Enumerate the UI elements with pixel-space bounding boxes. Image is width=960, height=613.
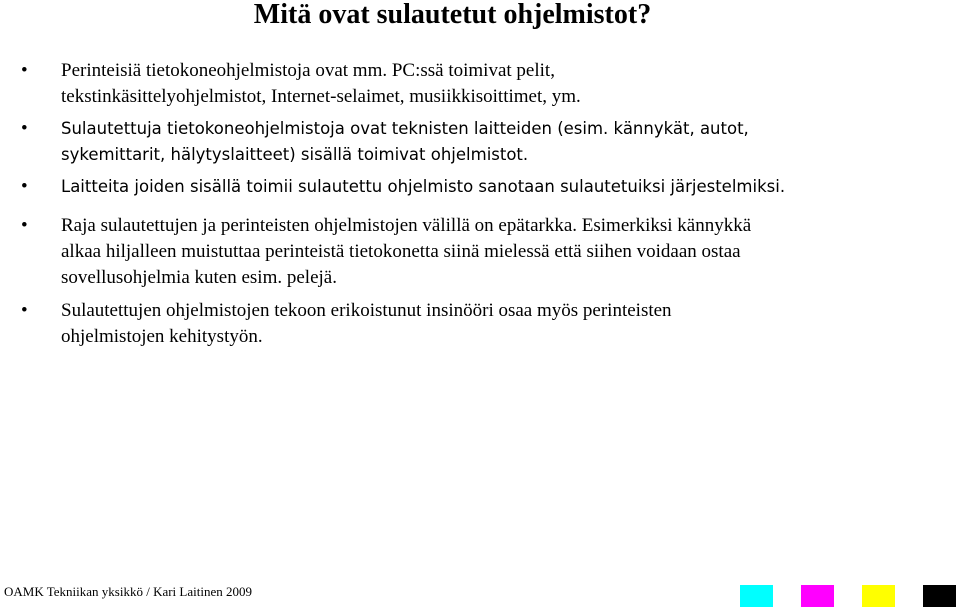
bullet-line: Sulautettujen ohjelmistojen tekoon erikoistunut insinööri osaa myös perinteisten — [61, 300, 672, 321]
bullet-item — [0, 298, 960, 350]
slide-title: Mitä ovat sulautetut ohjelmistot? — [253, 0, 652, 30]
bullet-line: sovellusohjelmia kuten esim. pelejä. — [61, 267, 337, 288]
bullet-line: Laitteita joiden sisällä toimii sulautettu ohjelmisto sanotaan sulautetuiksi järjestelmiksi. — [61, 177, 786, 196]
bullet-line: Perinteisiä tietokoneohjelmistoja ovat mm. PC:ssä toimivat pelit, — [61, 60, 555, 81]
bullet-line: tekstinkäsittelyohjelmistot, Internet-selaimet, musiikkisoittimet, ym. — [61, 86, 581, 107]
bullet-dot: • — [21, 176, 28, 197]
bullet-line: sykemittarit, hälytyslaitteet) sisällä toimivat ohjelmistot. — [61, 145, 529, 164]
bullet-dot: • — [21, 118, 28, 139]
bullet-line: alkaa hiljalleen muistuttaa perinteistä tietokonetta siinä mielessä että siihen voidaan ostaa — [61, 241, 741, 262]
bullet-list — [0, 58, 960, 350]
bullet-item — [0, 213, 960, 298]
cyan-swatch — [740, 585, 773, 607]
bullet-dot: • — [21, 300, 28, 321]
yellow-swatch — [862, 585, 895, 607]
magenta-swatch — [801, 585, 834, 607]
footer-credit: OAMK Tekniikan yksikkö / Kari Laitinen 2009 — [4, 584, 252, 599]
black-swatch — [923, 585, 956, 607]
bullet-dot: • — [21, 60, 28, 81]
bullet-line: Sulautettuja tietokoneohjelmistoja ovat teknisten laitteiden (esim. kännykät, autot, — [61, 119, 749, 138]
bullet-item — [0, 116, 960, 174]
bullet-item — [0, 58, 960, 116]
bullet-item — [0, 174, 960, 213]
bullet-line: ohjelmistojen kehitystyön. — [61, 326, 263, 347]
bullet-line: Raja sulautettujen ja perinteisten ohjelmistojen välillä on epätarkka. Esimerkiksi kännykkä — [61, 215, 752, 236]
bullet-dot: • — [21, 215, 28, 236]
